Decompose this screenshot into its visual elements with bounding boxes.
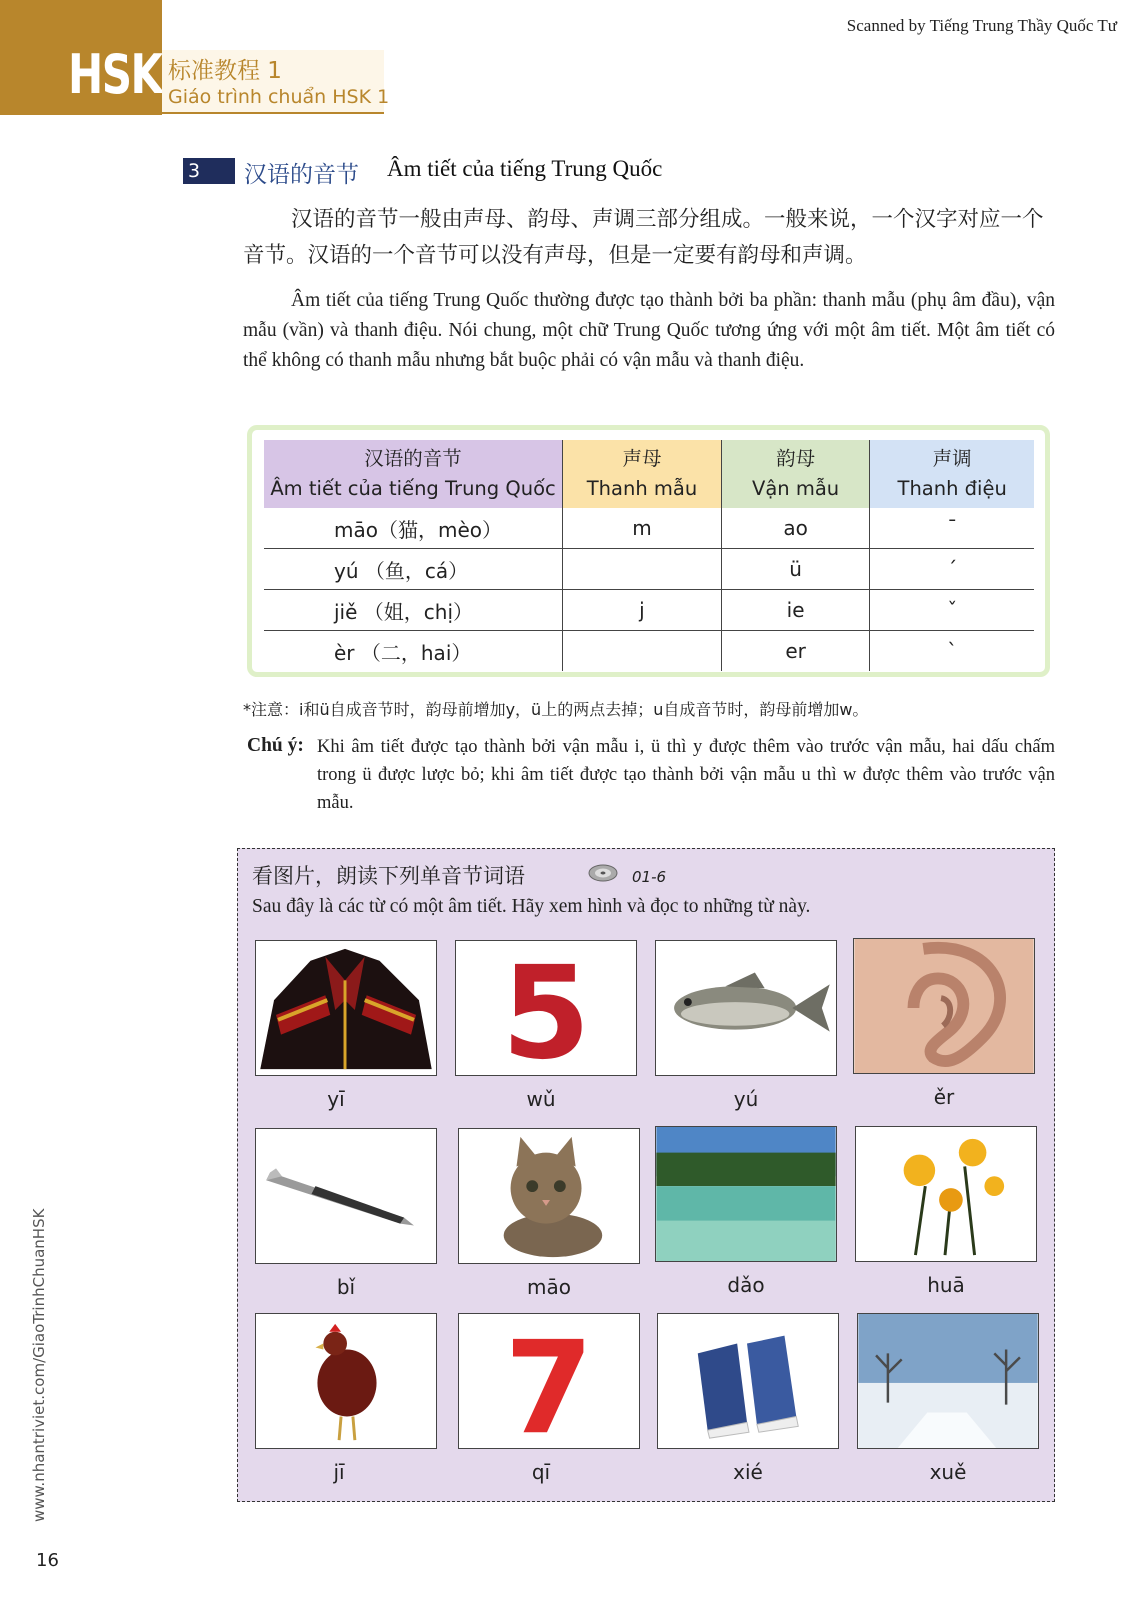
fish-icon [655,940,837,1076]
exercise-subtitle: Sau đây là các từ có một âm tiết. Hãy xem hình và đọc to những từ này. [252,896,811,917]
rooster-icon [255,1313,437,1449]
paragraph-zh: 汉语的音节一般由声母、韵母、声调三部分组成。一般来说，一个汉字对应一个音节。汉语的一个音节可以没有声母，但是一定要有韵母和声调。 [243,207,1044,268]
book-title-zh: 标准教程 1 [168,58,282,84]
pinyin-label: qī [531,1460,551,1484]
brand-logo: HSK [68,43,162,106]
cell-initial [563,549,722,590]
kitten-icon [458,1128,640,1264]
page-number: 16 [36,1550,59,1571]
pinyin-label: bǐ [336,1275,356,1299]
ear-icon [853,938,1035,1074]
pinyin-label: māo [527,1275,571,1299]
cell-initial: m [563,508,722,549]
table-header-syllable: 汉语的音节 Âm tiết của tiếng Trung Quốc [264,440,563,508]
table-row [264,508,1034,549]
section-title-vi: Âm tiết của tiếng Trung Quốc [387,156,663,181]
pinyin-label: yī [327,1087,345,1111]
section-number: 3 [183,158,235,184]
svg-text:7: 7 [504,1314,594,1448]
cell-tone: ˉ [870,508,1034,549]
cell-syllable: māo（猫，mèo） [264,508,563,549]
side-url: www.nhantriviet.com/GiaoTrinhChuanHSK [30,1208,48,1522]
cell-syllable: jiě （姐，chị） [264,590,563,631]
cell-syllable: èr （二，hai） [334,640,472,665]
number-five-icon [455,940,637,1076]
cell-final: ie [721,590,870,631]
section-title-zh: 汉语的音节 [244,162,359,188]
jacket-icon [255,940,437,1076]
svg-text:5: 5 [501,941,591,1075]
scan-note: Scanned by Tiếng Trung Thầy Quốc Tư [846,16,1117,35]
table-header-tone: 声调 Thanh điệu [870,440,1034,508]
pen-icon [255,1128,437,1264]
pinyin-label: ěr [933,1085,955,1109]
cell-tone: ˊ [870,549,1034,590]
cell-syllable: yú （鱼，cá） [264,549,563,590]
cell-final: ü [721,549,870,590]
pinyin-label: huā [927,1273,965,1297]
paragraph-vi: Âm tiết của tiếng Trung Quốc thường được tạo thành bởi ba phần: thanh mẫu (phụ âm đầu), vận mẫu (vần) và thanh điệu. Nói chung, một chữ Trung Quốc tương ứng với một âm tiết. Một âm tiết có thể không có thanh mẫu nhưng bắt buộc phải có vận mẫu và thanh điệu. [243,290,1055,371]
exercise-title: 看图片，朗读下列单音节词语 [252,864,525,888]
table-row [264,631,1034,672]
table-header-initial: 声母 Thanh mẫu [563,440,722,508]
pinyin-label: jī [333,1460,345,1484]
book-title-vi: Giáo trình chuẩn HSK 1 [168,86,390,108]
snow-icon [857,1313,1039,1449]
pinyin-label: yú [733,1087,759,1111]
pinyin-label: xuě [929,1460,967,1484]
pinyin-label: wǔ [526,1087,556,1111]
syllable-table [264,440,1034,671]
pinyin-label: xié [733,1460,763,1484]
table-row [264,549,1034,590]
sneakers-icon [657,1313,839,1449]
audio-track-number: 01-6 [632,868,667,886]
note-zh: *注意：i和ü自成音节时，韵母前增加y，ü上的两点去掉；u自成音节时，韵母前增加w。 [243,700,869,719]
number-seven-icon [458,1313,640,1449]
cell-tone: ˇ [870,590,1034,631]
cell-initial [563,631,722,672]
cell-initial: j [563,590,722,631]
island-icon [655,1126,837,1262]
table-header-final: 韵母 Vận mẫu [721,440,870,508]
cell-final: ao [721,508,870,549]
pinyin-label: dǎo [727,1273,765,1297]
audio-cd-icon[interactable] [588,863,618,883]
table-row [264,590,1034,631]
cell-final: er [721,631,870,672]
flower-icon [855,1126,1037,1262]
cell-tone: ˋ [870,631,1034,672]
note-vi: Khi âm tiết được tạo thành bởi vận mẫu i, ü thì y được thêm vào trước vận mẫu, hai dấu chấm trong ü được lược bỏ; khi âm tiết được tạo thành bởi vận mẫu u thì w được thêm vào trước vận mẫu. [317,737,1055,813]
note-label: Chú ý: [247,735,304,756]
